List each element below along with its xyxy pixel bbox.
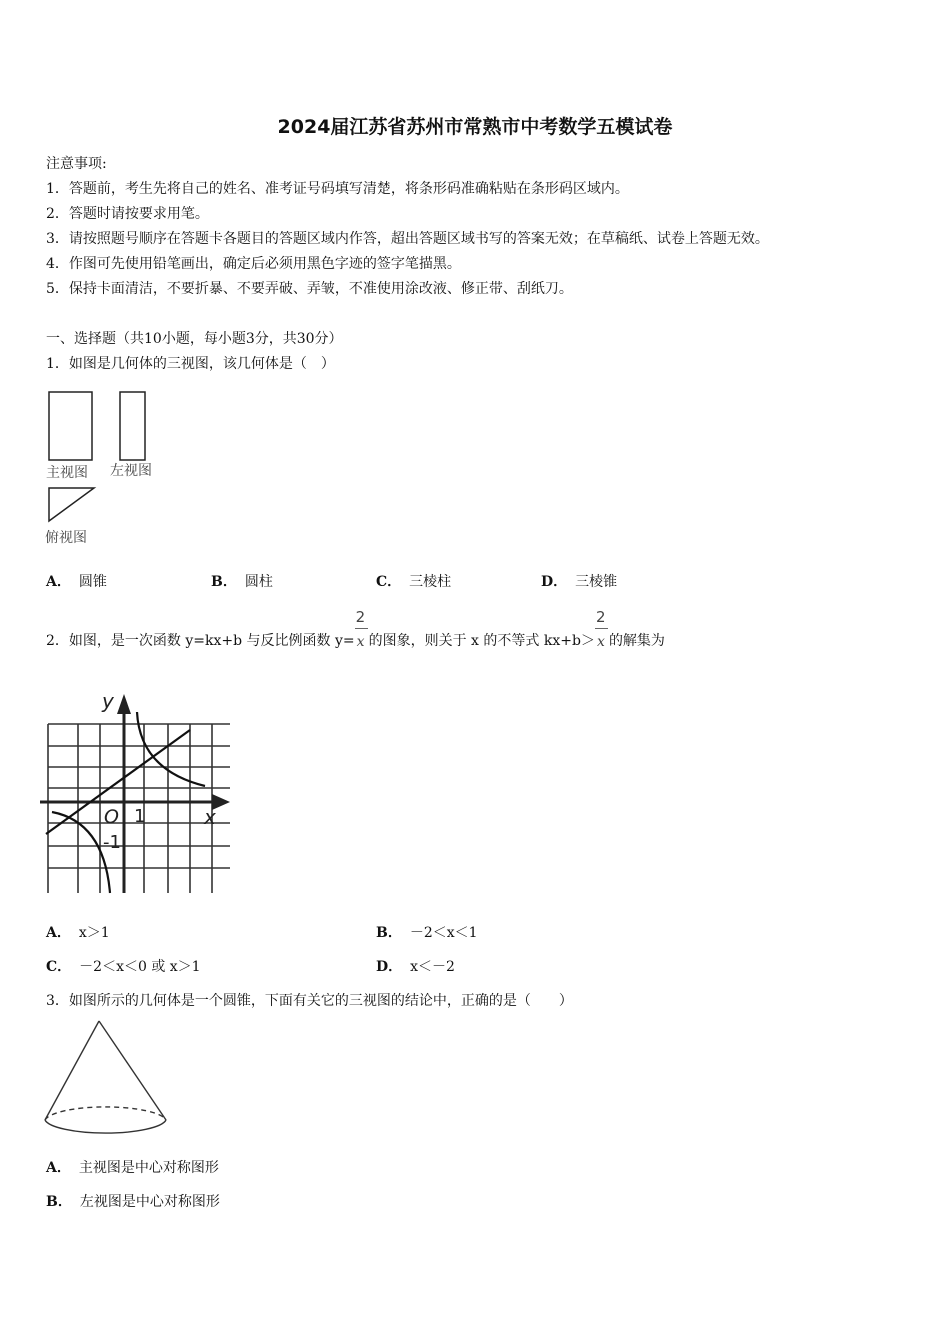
three-views-figure	[42, 385, 172, 550]
front-view-label: 主视图	[46, 465, 88, 481]
cone-left-edge	[45, 1021, 99, 1120]
q2-option-a[interactable]: A． x＞1	[46, 925, 110, 941]
note-item-3: 3．请按照题号顺序在答题卡各题目的答题区域内作答，超出答题区域书写的答案无效；在草稿纸、试卷上答题无效。	[46, 231, 769, 247]
question-2-stem: 2．如图，是一次函数 y=kx+b 与反比例函数 y= $\frac{2}{x}$ 的图象，则关于 x 的不等式 kx+b＞ $\frac{2}{x}$ 的解集为	[46, 608, 665, 650]
note-item-2: 2．答题时请按要求用笔。	[46, 206, 209, 222]
note-item-1: 1．答题前，考生先将自己的姓名、准考证号码填写清楚，将条形码准确粘贴在条形码区域内。	[46, 181, 629, 197]
fraction-2-over-x-2: $\frac{2}{x}$	[595, 634, 609, 648]
exam-title: 2024届江苏省苏州市常熟市中考数学五模试卷	[277, 116, 673, 138]
note-item-4: 4．作图可先使用铅笔画出，确定后必须用黑色字迹的签字笔描黑。	[46, 256, 461, 272]
top-view-label: 俯视图	[45, 530, 87, 546]
q2-option-d[interactable]: D． x＜－2	[376, 959, 455, 975]
cone-base-back-dashed	[45, 1107, 166, 1120]
q3-option-b[interactable]: B． 左视图是中心对称图形	[46, 1194, 220, 1210]
note-item-5: 5．保持卡面清洁，不要折暴、不要弄破、弄皱，不准使用涂改液、修正带、刮纸刀。	[46, 281, 573, 297]
q3-option-a[interactable]: A． 主视图是中心对称图形	[46, 1160, 219, 1176]
left-view-label: 左视图	[110, 463, 152, 479]
top-view-triangle	[49, 488, 94, 521]
y-axis-label: y	[102, 689, 114, 713]
q1-option-a[interactable]: A． 圆锥	[46, 574, 107, 590]
cone-right-edge	[99, 1021, 166, 1120]
section-heading: 一、选择题（共10小题，每小题3分，共30分）	[46, 331, 343, 347]
tick-label-1: 1	[134, 806, 146, 827]
fraction-2-over-x: $\frac{2}{x}$	[355, 634, 369, 648]
cone-figure	[40, 1016, 174, 1142]
front-view-rect	[49, 392, 92, 460]
tick-label-neg1: -1	[103, 832, 121, 853]
cone-base-front	[45, 1120, 166, 1133]
question-3-stem: 3．如图所示的几何体是一个圆锥，下面有关它的三视图的结论中，正确的是（ ）	[46, 993, 573, 1009]
q1-option-b[interactable]: B． 圆柱	[211, 574, 273, 590]
q2-option-c[interactable]: C． －2＜x＜0 或 x＞1	[46, 959, 201, 975]
x-axis-label: x	[204, 805, 216, 829]
q2-option-b[interactable]: B． －2＜x＜1	[376, 925, 478, 941]
q1-option-c[interactable]: C． 三棱柱	[376, 574, 452, 590]
y-axis-arrow	[117, 694, 131, 714]
notes-heading: 注意事项:	[46, 156, 107, 172]
left-view-rect	[120, 392, 145, 460]
hyperbola-branch-1	[137, 712, 205, 786]
question-1-stem: 1．如图是几何体的三视图，该几何体是（ ）	[46, 356, 335, 372]
q1-option-d[interactable]: D． 三棱锥	[541, 574, 618, 590]
origin-label: O	[104, 806, 119, 828]
function-graph-figure	[40, 688, 230, 900]
